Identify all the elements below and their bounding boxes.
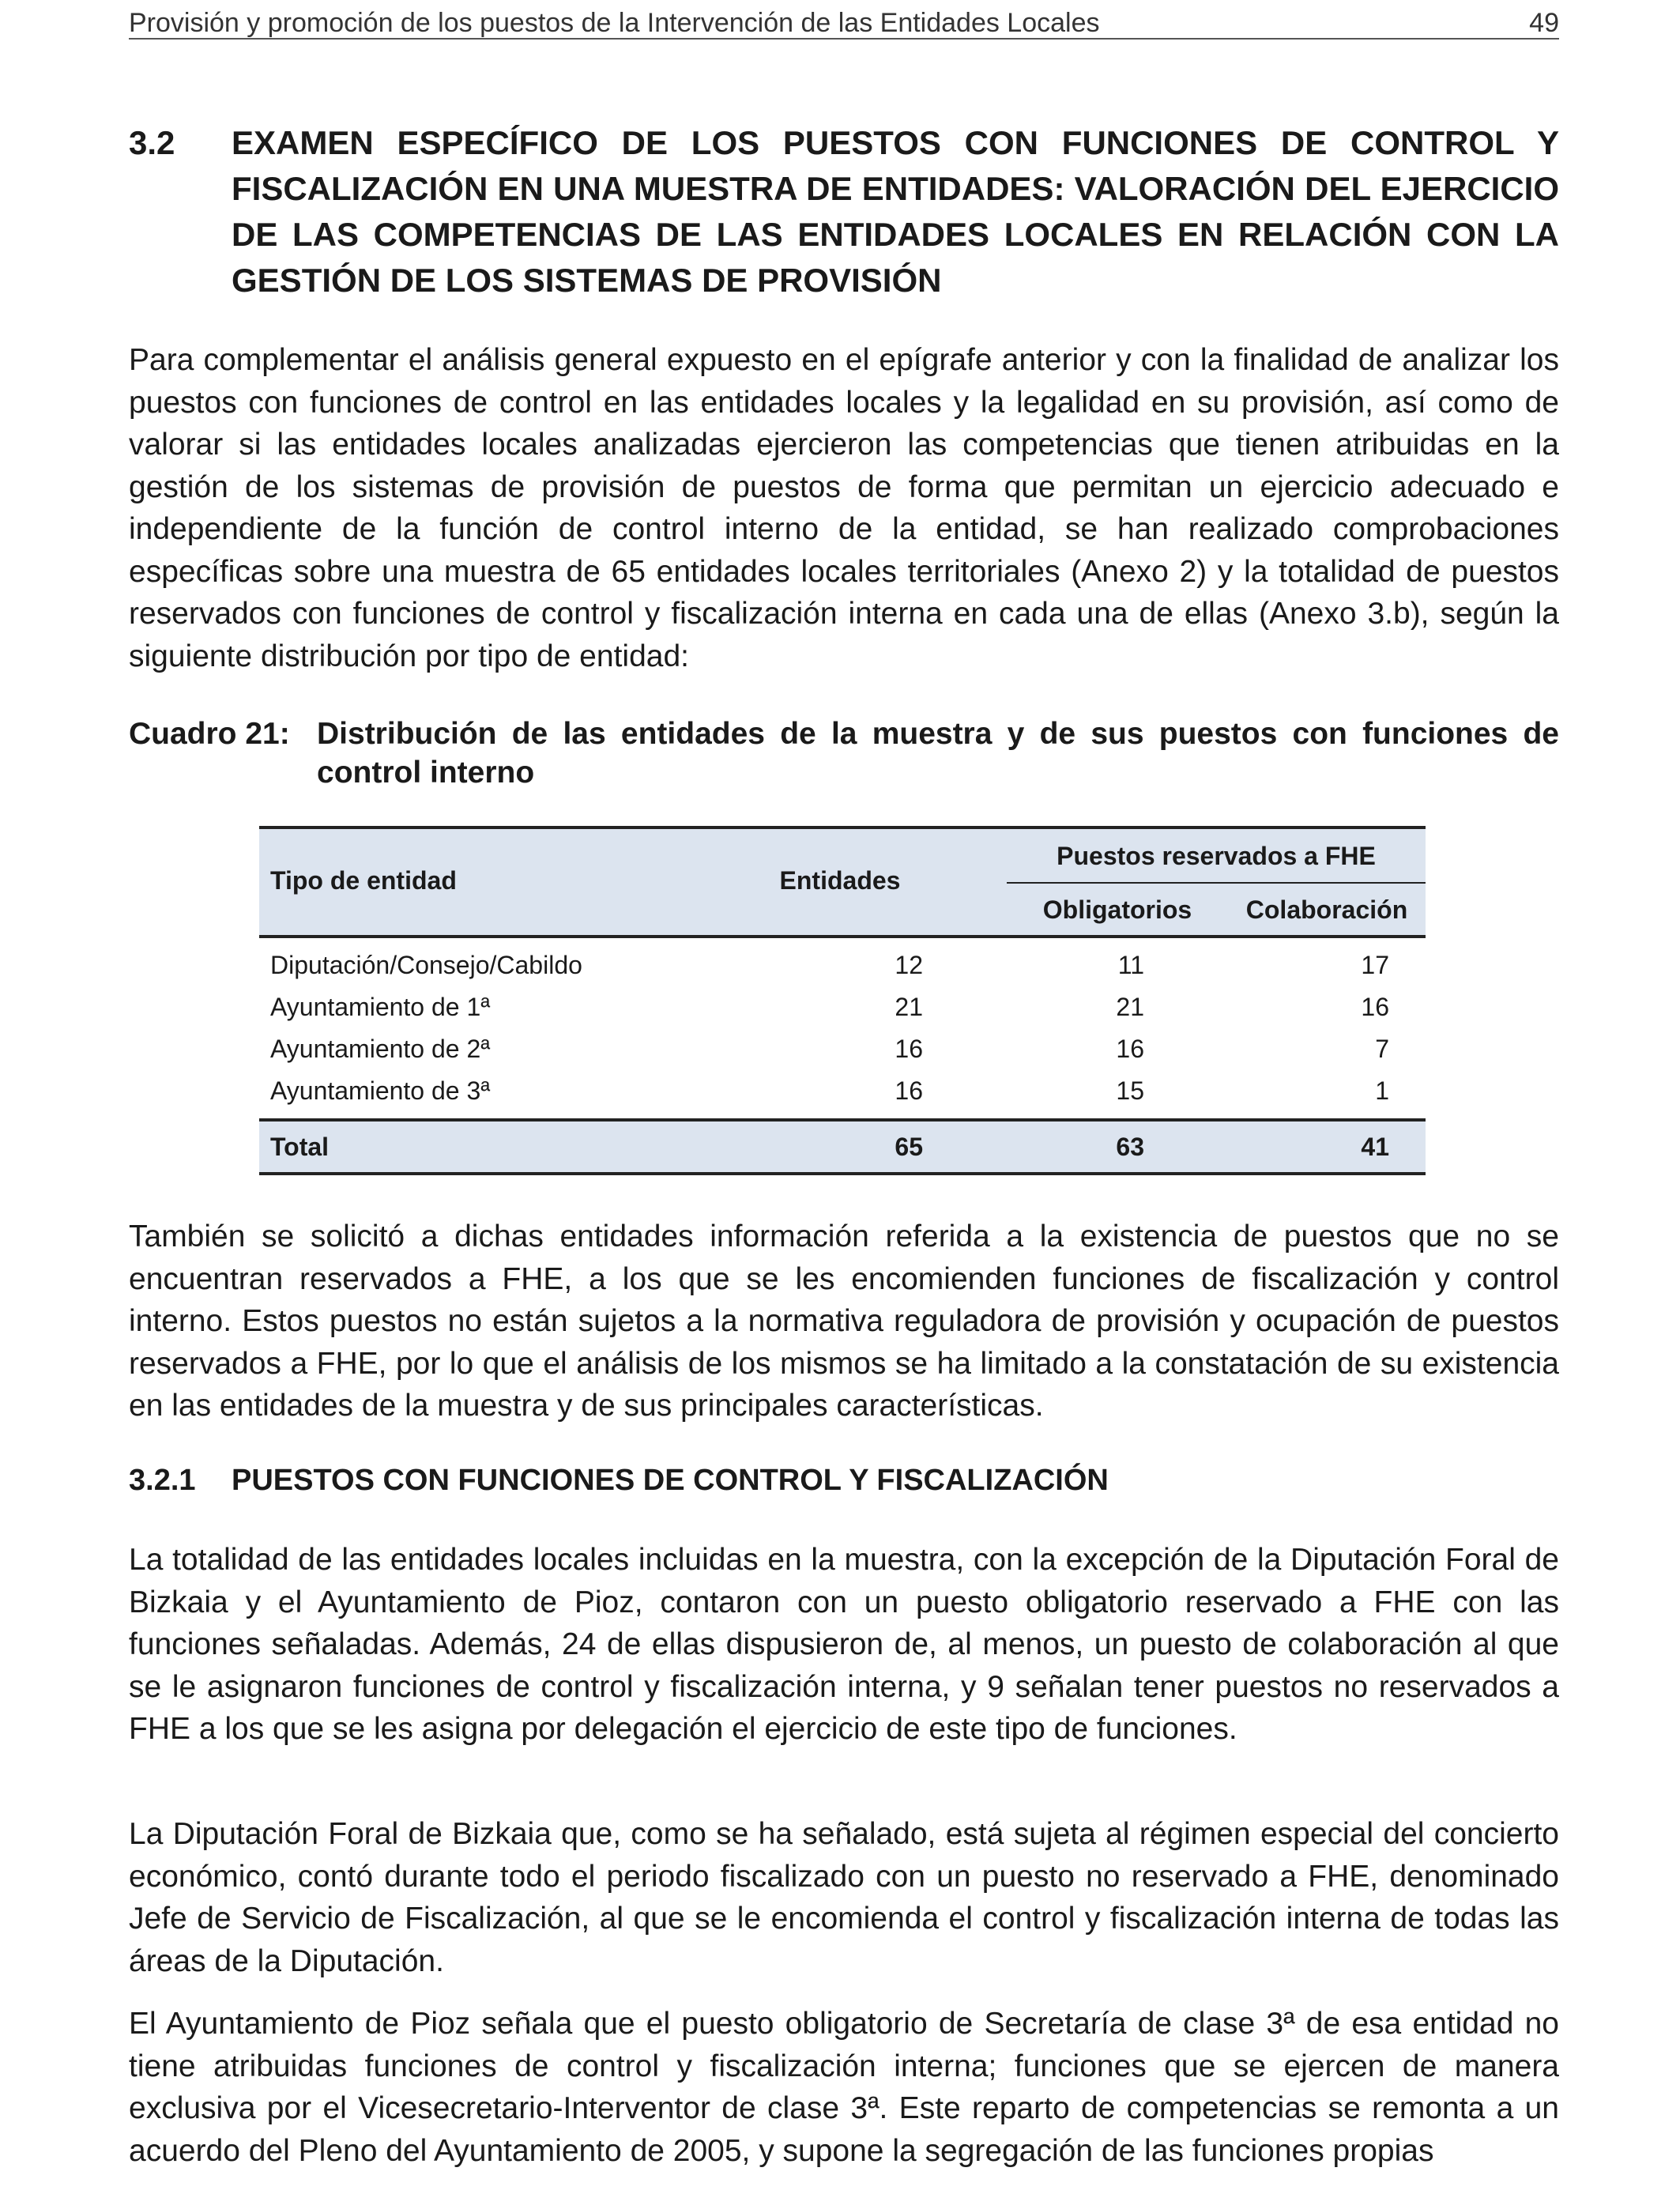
table-header: [259, 826, 1426, 938]
table-row: [259, 944, 1426, 986]
header-puestos-reservados: Puestos reservados a FHE: [1057, 842, 1376, 870]
cell-obligatorios: 21: [1116, 993, 1144, 1021]
total-label: Total: [270, 1133, 330, 1161]
subsection-number: 3.2.1: [129, 1464, 196, 1497]
table-body: [259, 938, 1426, 1118]
cell-obligatorios: 15: [1116, 1076, 1144, 1105]
cell-colaboracion: 1: [1375, 1076, 1389, 1105]
cell-tipo: Ayuntamiento de 2ª: [270, 1035, 491, 1063]
cell-entidades: 21: [895, 993, 923, 1021]
total-entidades: 65: [895, 1133, 923, 1161]
paragraph-totalidad: La totalidad de las entidades locales incluidas en la muestra, con la excepción de la Diputación Foral de Bizkaia y el Ayuntamiento de Pioz, contaron con un puesto obligatorio reservado a FHE con las funciones señaladas. Además, 24 de ellas dispusieron de, al menos, un puesto de colaboración al que se le asignaron funciones de control y fiscalización interna, y 9 señalan tener puestos no reservados a FHE a los que se les asigna por delegación el ejercicio de este tipo de funciones.: [129, 1543, 1559, 1746]
cell-entidades: 16: [895, 1035, 923, 1063]
subsection-title: PUESTOS CON FUNCIONES DE CONTROL Y FISCALIZACIÓN: [232, 1464, 1109, 1497]
paragraph-intro: Para complementar el análisis general expuesto en el epígrafe anterior y con la finalidad de analizar los puestos con funciones de control en las entidades locales y la legalidad en su provisión, así como de valorar si las entidades locales analizadas ejercieron las competencias que tienen atribuidas en la gestión de los sistemas de provisión de puestos de forma que permitan un ejercicio adecuado e independiente de la función de control interno de la entidad, se han realizado comprobaciones específicas sobre una muestra de 65 entidades locales territoriales (Anexo 2) y la totalidad de puestos reservados con funciones de control y fiscalización interna en cada una de ellas (Anexo 3.b), según la siguiente distribución por tipo de entidad:: [129, 343, 1559, 673]
cell-tipo: Diputación/Consejo/Cabildo: [270, 951, 582, 979]
cell-entidades: 12: [895, 951, 923, 979]
cell-tipo: Ayuntamiento de 3ª: [270, 1076, 491, 1105]
paragraph-pioz: El Ayuntamiento de Pioz señala que el puesto obligatorio de Secretaría de clase 3ª de esa entidad no tiene atribuidas funciones de control y fiscalización interna; funciones que se ejercen de manera exclusiva por el Vicesecretario-Interventor de clase 3ª. Este reparto de competencias se remonta a un acuerdo del Pleno del Ayuntamiento de 2005, y supone la segregación de las funciones propias: [129, 2007, 1559, 2168]
running-header: [129, 2, 1559, 40]
total-colaboracion: 41: [1361, 1133, 1389, 1161]
page-number: 49: [1529, 8, 1559, 38]
header-obligatorios: Obligatorios: [1042, 895, 1192, 924]
caption-text: Distribución de las entidades de la muestra y de sus puestos con funciones de control interno: [317, 717, 1559, 790]
header-tipo-entidad: Tipo de entidad: [270, 866, 457, 895]
table-total-row: [259, 1118, 1426, 1175]
cell-colaboracion: 7: [1375, 1035, 1389, 1063]
distribution-table: [259, 826, 1426, 1175]
caption-number: Cuadro 21:: [129, 717, 290, 751]
table-row: [259, 1070, 1426, 1112]
total-obligatorios: 63: [1116, 1133, 1144, 1161]
cell-colaboracion: 16: [1361, 993, 1389, 1021]
paragraph-bizkaia: La Diputación Foral de Bizkaia que, como se ha señalado, está sujeta al régimen especial del concierto económico, contó durante todo el periodo fiscalizado con un puesto no reservado a FHE, denominado Jefe de Servicio de Fiscalización, al que se le encomienda el control y fiscalización interna de todas las áreas de la Diputación.: [129, 1817, 1559, 1978]
cell-obligatorios: 11: [1117, 951, 1144, 979]
header-title: Provisión y promoción de los puestos de la Intervención de las Entidades Locales: [129, 8, 1100, 38]
paragraph-fhe-info: También se solicitó a dichas entidades información referida a la existencia de puestos que no se encuentran reservados a FHE, a los que se les encomienden funciones de fiscalización y control interno. Estos puestos no están sujetos a la normativa reguladora de provisión y ocupación de puestos reservados a FHE, por lo que el análisis de los mismos se ha limitado a la constatación de su existencia en las entidades de la muestra y de sus principales características.: [129, 1220, 1559, 1423]
table-row: [259, 1028, 1426, 1070]
header-entidades: Entidades: [779, 866, 901, 895]
cell-tipo: Ayuntamiento de 1ª: [270, 993, 491, 1021]
header-colaboracion: Colaboración: [1245, 895, 1408, 924]
cell-colaboracion: 17: [1361, 951, 1389, 979]
table-row: [259, 986, 1426, 1028]
section-title: EXAMEN ESPECÍFICO DE LOS PUESTOS CON FUNCIONES DE CONTROL Y FISCALIZACIÓN EN UNA MUESTRA DE ENTIDADES: VALORACIÓN DEL EJERCICIO DE LAS COMPETENCIAS DE LAS ENTIDADES LOCALES EN RELACIÓN CON LA GESTIÓN DE LOS SISTEMAS DE PROVISIÓN: [232, 124, 1559, 299]
section-number: 3.2: [129, 124, 175, 161]
header-group-divider: [1007, 882, 1426, 884]
cell-entidades: 16: [895, 1076, 923, 1105]
cell-obligatorios: 16: [1116, 1035, 1144, 1063]
